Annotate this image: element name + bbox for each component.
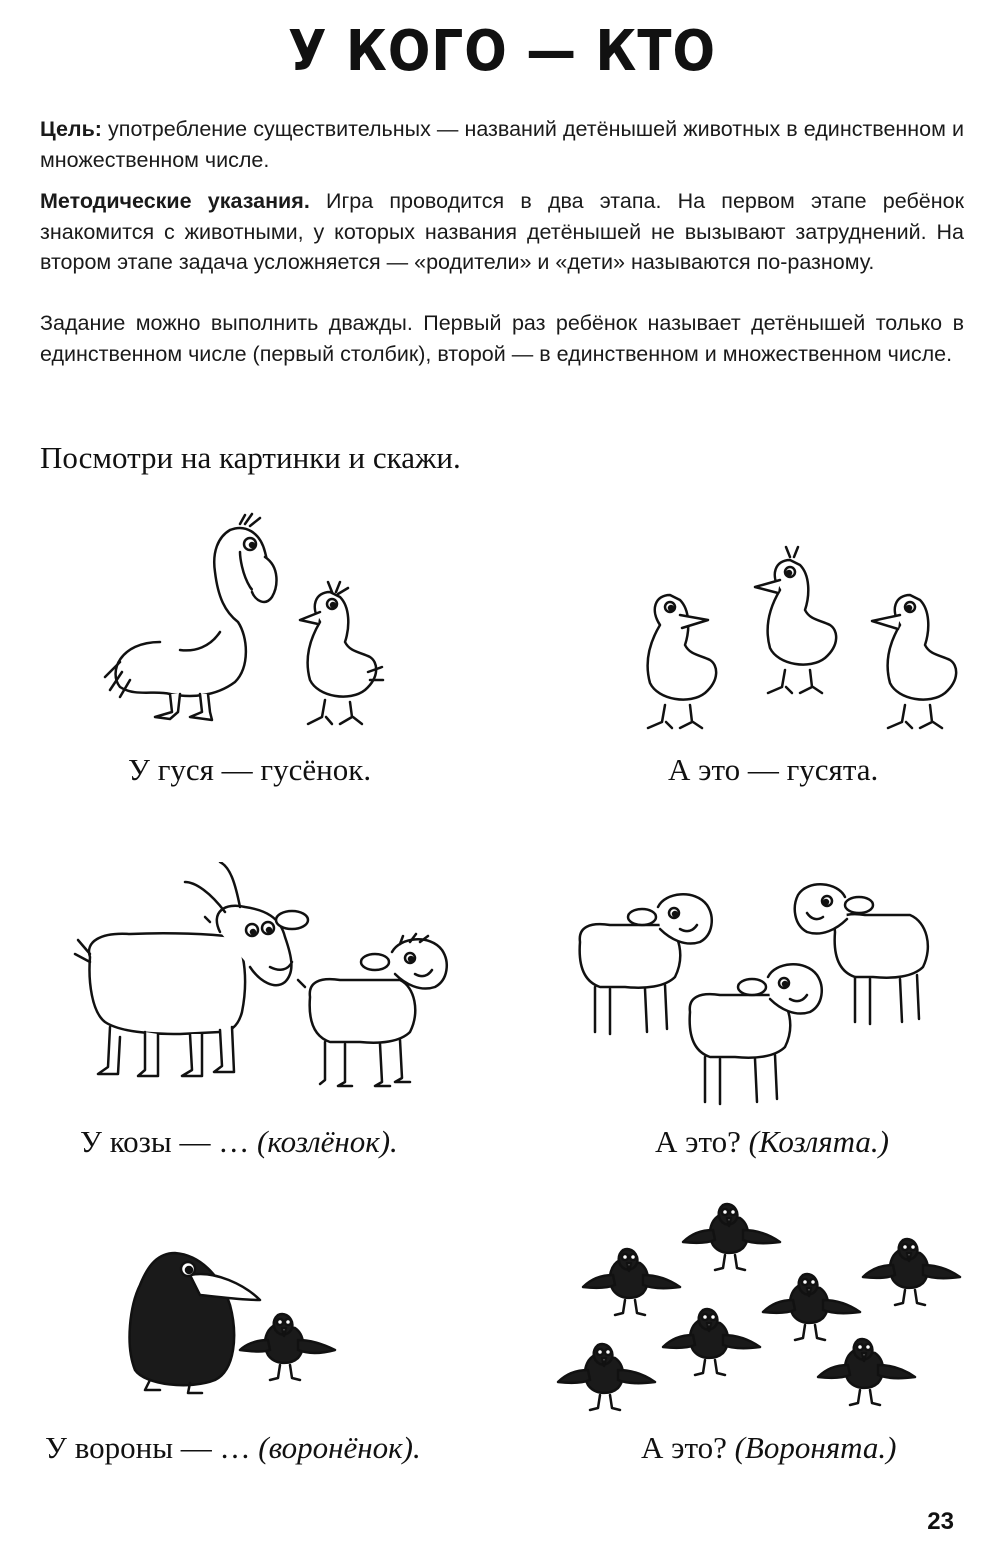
- goal-label: Цель:: [40, 117, 102, 141]
- crow-chicks-icon: [550, 1195, 970, 1420]
- caption-crow-chicks-italic: (Воронята.): [734, 1430, 897, 1465]
- caption-goslings: [668, 752, 878, 788]
- method-text: Игра проводится в два этапа. На первом этапе ребёнок знакомится с животными, у которых названия детёнышей не вызывают затруднений. На втором этапе задача усложняется — «родители» и «дети» называются по-разному.: [40, 189, 964, 274]
- page-title: У КОГО — КТО: [288, 18, 716, 84]
- crow-and-chick-icon: [120, 1245, 350, 1395]
- caption-goat-kids-italic: (Козлята.): [748, 1124, 890, 1159]
- caption-crow: [45, 1430, 421, 1466]
- caption-crow-chicks-plain: А это?: [641, 1430, 727, 1465]
- goal-text: употребление существительных — названий детёнышей животных в единственном и множественном числе.: [40, 117, 964, 172]
- page-number: 23: [927, 1508, 954, 1535]
- caption-goat-italic: (козлёнок).: [257, 1124, 398, 1159]
- goal-paragraph: [40, 114, 964, 175]
- goat-kids-icon: [570, 862, 950, 1112]
- goat-and-kid-icon: [70, 862, 450, 1092]
- caption-crow-italic: (воронёнок).: [258, 1430, 421, 1465]
- caption-goose-plain: У гуся — гусёнок.: [128, 752, 372, 787]
- task-paragraph: Задание можно выполнить дважды. Первый раз ребёнок называет детёнышей только в единственном числе (первый столбик), второй — в единственном и множественном числе.: [40, 311, 964, 366]
- goose-and-gosling-icon: [100, 512, 400, 740]
- goslings-icon: [620, 545, 965, 745]
- caption-goat-kids: [655, 1124, 889, 1160]
- caption-goat-plain: У козы — …: [80, 1124, 250, 1159]
- caption-crow-plain: У вороны — …: [45, 1430, 251, 1465]
- prompt-text: Посмотри на картинки и скажи.: [40, 440, 461, 475]
- caption-goslings-plain: А это — гусята.: [668, 752, 879, 787]
- method-paragraph: [40, 186, 964, 278]
- caption-goose: [128, 752, 371, 788]
- caption-crow-chicks: [641, 1430, 896, 1466]
- caption-goat-kids-plain: А это?: [655, 1124, 741, 1159]
- method-label: Методические указания.: [40, 189, 310, 213]
- caption-goat: [80, 1124, 398, 1160]
